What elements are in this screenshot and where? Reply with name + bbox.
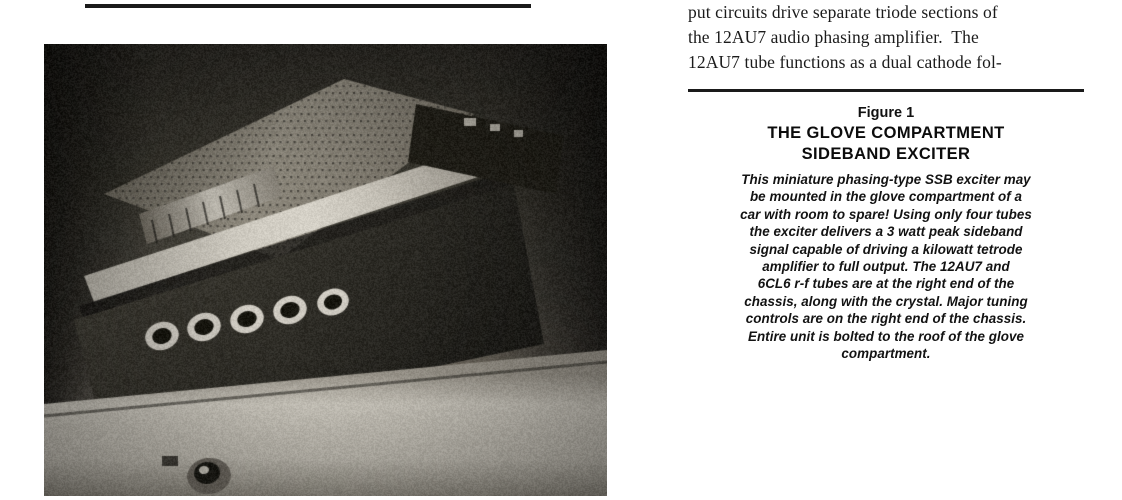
caption-body-line: Entire unit is bolted to the roof of the glove: [747, 328, 1025, 344]
article-line: put circuits drive separate triode sections of: [688, 2, 998, 22]
caption-body-line: amplifier to full output. The 12AU7 and: [762, 259, 1010, 275]
caption-figure-label: Figure 1: [857, 105, 915, 121]
caption-inner: [688, 92, 1084, 362]
article-line: the 12AU7 audio phasing amplifier. The: [688, 27, 979, 47]
caption-body-line: controls are on the right end of the chassis.: [745, 311, 1027, 327]
caption-body-line: This miniature phasing-type SSB exciter may: [741, 172, 1031, 187]
text-column: [688, 0, 1084, 362]
caption-body-line: compartment.: [841, 346, 931, 362]
glove-compartment-exciter-photo: [44, 44, 607, 496]
caption-body-line: chassis, along with the crystal. Major tuning: [744, 293, 1028, 309]
caption-body-line: be mounted in the glove compartment of a: [749, 189, 1023, 205]
caption-body-line: car with room to spare! Using only four tubes: [740, 206, 1032, 222]
photo-frame: [44, 44, 607, 496]
figure-caption-block: [688, 89, 1084, 362]
caption-body: [688, 171, 1084, 362]
caption-body-line: signal capable of driving a kilowatt tetrode: [749, 241, 1023, 257]
article-body: [688, 0, 1084, 75]
article-line: 12AU7 tube functions as a dual cathode fol-: [688, 52, 1002, 72]
horizontal-rule-above-photo: [85, 4, 531, 8]
photo-column: [44, 4, 644, 496]
caption-body-line: the exciter delivers a 3 watt peak sideband: [749, 224, 1023, 240]
caption-body-line: 6CL6 r-f tubes are at the right end of the: [757, 276, 1015, 292]
caption-title-line-2: SIDEBAND EXCITER: [801, 145, 971, 163]
caption-title-line-1: THE GLOVE COMPARTMENT: [767, 124, 1005, 142]
